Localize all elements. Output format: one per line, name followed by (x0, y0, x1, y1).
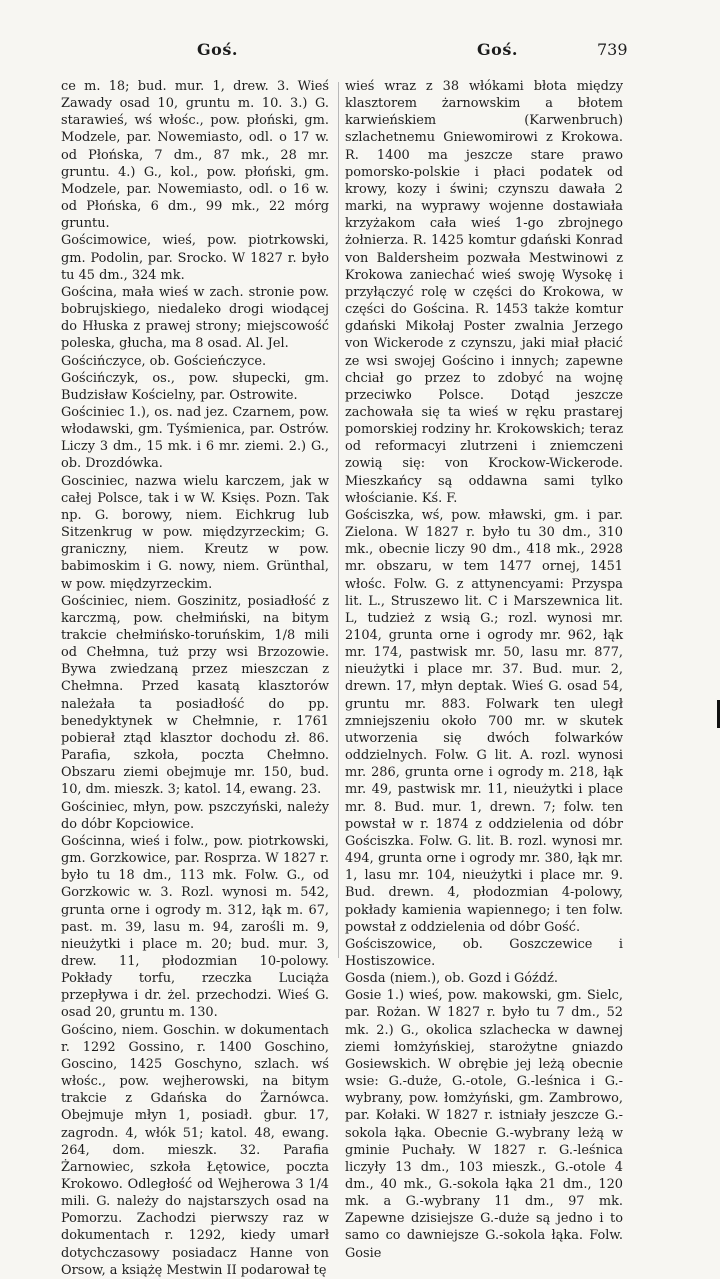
entry-paragraph: wieś wraz z 38 włókami błota między klasztorem żarnowskim a błotem karwieńskiem (Karwenbruch) szlachetnemu Gniewomirowi z Krokowa. R. 1400 ma jeszcze stare prawo pomorsko-polskie i płaci podatek od krowy, kozy i świni; czynszu dawała 2 marki, na wyprawy wojenne dostawiała krzyżakom cała wieś 1-go zbrojnego żołnierza. R. 1425 komtur gdański Konrad von Baldersheim pozwała Mestwinowi z Krokowa zaniechać wieś swoję Wysokę i przyłączyć rolę w części do Krokowa, w części do Gościna. R. 1453 także komtur gdański Mikołaj Poster zwalnia Jerzego von Wickerode z czynszu, jaki miał płacić ze wsi swojej Gościno i innych; zapewne chciał go przez to zdobyć na wojnę przeciwko Polsce. Dotąd jeszcze zachowała się ta wieś w ręku prastarej pomorskiej rodziny hr. Krokowskich; teraz od reformacyi zlutrzeni i zniemczeni zowią się: von Krockow-Wickerode. Mieszkańcy są oddawna sami tylko włościanie. Kś. F. (345, 79, 623, 506)
left-column (61, 78, 329, 1279)
running-header-right: Goś. (477, 40, 518, 59)
entry-paragraph: Gościszowice, ob. Goszczewice i Hostiszowice. (345, 936, 623, 969)
entry-paragraph: Gościniec, niem. Goszinitz, posiadłość z karczmą, pow. chełmiński, na bitym trakcie chełmińsko-toruńskim, 1/8 mili od Chełmna, tuż przy wsi Brzozowie. Bywa zwiedzaną przez mieszczan z Chełmna. Przed kasatą klasztorów należała ta posiadłość do pp. benedyktynek w Chełmnie, r. 1761 pobierał ztąd klasztor dochodu zł. 86. Parafia, szkoła, poczta Chełmno. Obszaru ziemi obejmuje mr. 150, bud. 10, dm. mieszk. 3; katol. 14, ewang. 23. (61, 593, 329, 798)
entry-paragraph: Gosciniec, nazwa wielu karczem, jak w całej Polsce, tak i w W. Księs. Pozn. Tak np. G. borowy, niem. Eichkrug lub Sitzenkrug w pow. międzyrzeckim; G. graniczny, niem. Kreutz w pow. babimoskim i G. nowy, niem. Grünthal, w pow. międzyrzeckim. (61, 473, 329, 592)
entry-paragraph: Gościno, niem. Goschin. w dokumentach r. 1292 Gossino, r. 1400 Goschino, Goscino, 1425 Goschyno, szlach. wś włośc., pow. wejherowski, na bitym trakcie z Gdańska do Żarnówca. Obejmuje młyn 1, posiadł. gbur. 17, zagrodn. 4, włók 51; katol. 48, ewang. 264, dom. mieszk. 32. Parafia Żarnowiec, szkoła Łętowice, poczta Krokowo. Odległość od Wejherowa 3 1/4 mili. G. należy do najstarszych osad na Pomorzu. Zachodzi pierwszy raz w dokumentach r. 1292, kiedy umarł dotychczasowy posiadacz Hanne von Orsow, a książę Mestwin II podarował tę (61, 1022, 329, 1278)
entry-paragraph: Gościniec, młyn, pow. pszczyński, należy do dóbr Kopciowice. (61, 799, 329, 832)
running-header-left: Goś. (197, 40, 238, 59)
entry-paragraph: Gosda (niem.), ob. Gozd i Góźdź. (345, 971, 558, 987)
entry-paragraph: Gosie 1.) wieś, pow. makowski, gm. Sielc, par. Rożan. W 1827 r. było tu 7 dm., 52 mk. 2.) G., okolica szlachecka w dawnej ziemi łomżyńskiej, starożytne gniazdo Gosiewskich. W obrębie jej leżą obecnie wsie: G.-duże, G.-otole, G.-leśnica i G.-wybrany, pow. łomżyński, gm. Zambrowo, par. Kołaki. W 1827 r. istniały jeszcze G.-sokola łąka. Obecnie G.-wybrany leżą w gminie Puchały. W 1827 r. G.-leśnica liczyły 13 dm., 103 mieszk., G.-otole 4 dm., 40 mk., G.-sokola łąka 21 dm., 120 mk. a G.-wybrany 11 dm., 97 mk. Zapewne dzisiejsze G.-duże są jedno i to samo co dawniejsze G.-sokola łąka. Folw. Gosie (345, 988, 623, 1261)
entry-paragraph: Gościna, mała wieś w zach. stronie pow. bobrujskiego, niedaleko drogi wiodącej do Hłuska z prawej strony; miejscowość poleska, głucha, ma 8 osad. Al. Jel. (61, 284, 329, 352)
entry-paragraph: Gościszka, wś, pow. mławski, gm. i par. Zielona. W 1827 r. było tu 30 dm., 310 mk., obecnie liczy 90 dm., 418 mk., 2928 mr. obszaru, w tem 1477 ornej, 1451 włośc. Folw. G. z attynencyami: Przyspa lit. L., Struszewo lit. C i Marszewnica lit. L, tudzież z wsią G.; rozl. wynosi mr. 2104, grunta orne i ogrody mr. 962, łąk mr. 174, pastwisk mr. 50, lasu mr. 877, nieużytki i place mr. 37. Bud. mur. 2, drewn. 17, młyn deptak. Wieś G. osad 54, gruntu mr. 883. Folwark ten uległ zmniejszeniu około 700 mr. w skutek utworzenia się dwóch folwarków oddzielnych. Folw. G lit. A. rozl. wynosi mr. 286, grunta orne i ogrody m. 218, łąk mr. 49, pastwisk mr. 11, nieużytki i place mr. 8. Bud. mur. 1, drewn. 7; folw. ten powstał w r. 1874 z oddzielenia od dóbr Gościszka. Folw. G. lit. B. rozl. wynosi mr. 494, grunta orne i ogrody mr. 380, łąk mr. 1, lasu mr. 104, nieużytki i place mr. 9. Bud. drewn. 4, płodozmian 4-polowy, pokłady kamienia wapiennego; i ten folw. powstał z oddzielenia od dóbr Gość. (345, 507, 623, 935)
entry-paragraph: Gościniec 1.), os. nad jez. Czarnem, pow. włodawski, gm. Tyśmienica, par. Ostrów. Liczy 3 dm., 15 mk. i 6 mr. ziemi. 2.) G., ob. Drozdówka. (61, 404, 329, 472)
entry-paragraph: Gościńczyk, os., pow. słupecki, gm. Budzisław Kościelny, par. Ostrowite. (61, 370, 329, 403)
right-column (345, 78, 623, 1262)
entry-paragraph: ce m. 18; bud. mur. 1, drew. 3. Wieś Zawady osad 10, gruntu m. 10. 3.) G. starawieś, wś włośc., pow. płoński, gm. Modzele, par. Nowemiasto, odl. o 17 w. od Płońska, 7 dm., 87 mk., 28 mr. gruntu. 4.) G., kol., pow. płoński, gm. Modzele, par. Nowemiasto, odl. o 16 w. od Płońska, 6 dm., 99 mk., 22 mórg gruntu. (61, 79, 329, 232)
entry-paragraph: Gościmowice, wieś, pow. piotrkowski, gm. Podolin, par. Srocko. W 1827 r. było tu 45 dm., 324 mk. (61, 233, 329, 283)
column-divider (338, 82, 339, 958)
entry-paragraph: Gościnna, wieś i folw., pow. piotrkowski, gm. Gorzkowice, par. Rosprza. W 1827 r. było tu 18 dm., 113 mk. Folw. G., od Gorzkowic w. 3. Rozl. wynosi m. 542, grunta orne i ogrody m. 312, łąk m. 67, past. m. 39, lasu m. 94, zarośli m. 9, nieużytki i place m. 20; bud. mur. 3, drew. 11, płodozmian 10-polowy. Pokłady torfu, rzeczka Luciąża przepływa i dr. żel. przechodzi. Wieś G. osad 20, gruntu m. 130. (61, 833, 329, 1021)
entry-paragraph: Gościńczyce, ob. Gościeńczyce. (61, 353, 267, 369)
page-number: 739 (597, 40, 628, 59)
